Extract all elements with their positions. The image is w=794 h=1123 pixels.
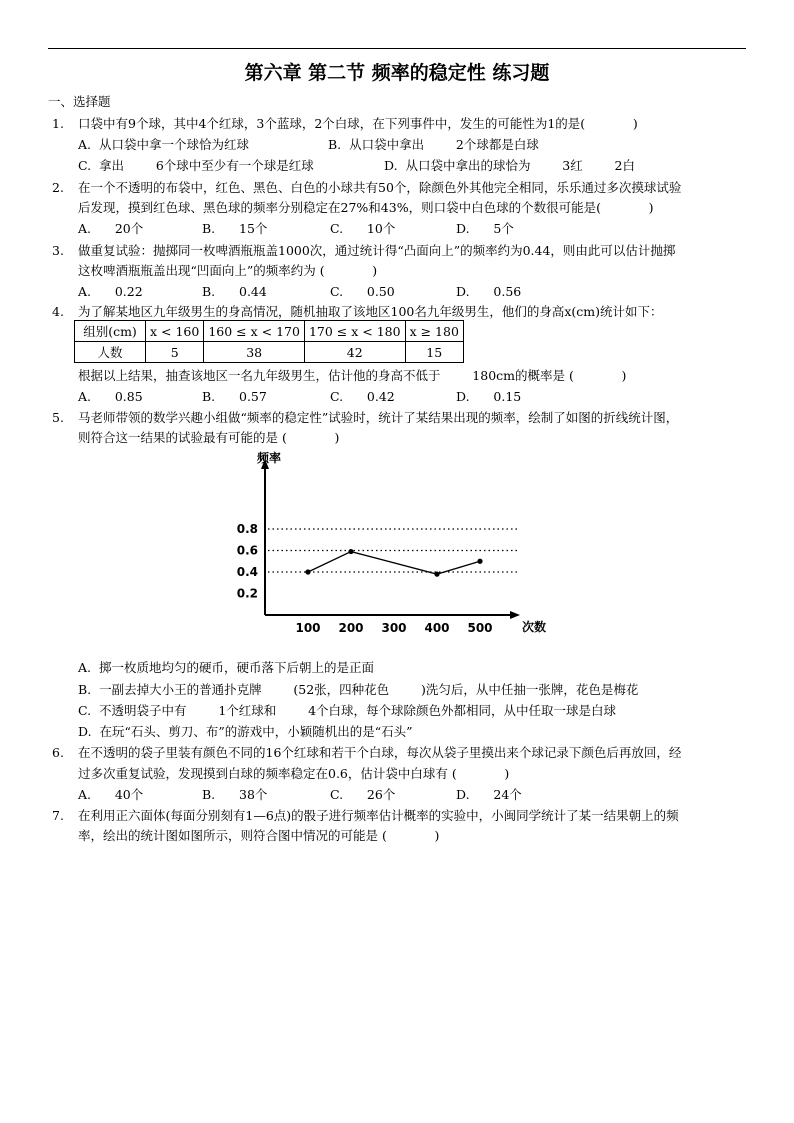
chart-gridlines: [268, 529, 520, 572]
table-header-cell: x ≥ 180: [405, 321, 463, 342]
table-header-cell: 组别(cm): [75, 321, 146, 342]
q2-option-b: B. 15个: [202, 221, 268, 236]
data-point: [434, 572, 439, 577]
chart-axes: [261, 459, 520, 619]
q6-option-c: C. 26个: [330, 787, 396, 802]
data-point: [348, 549, 353, 554]
q3-option-c: C. 0.50: [330, 284, 395, 299]
x-tick-label: 300: [381, 621, 407, 635]
x-axis-arrow: [510, 611, 520, 619]
y-tick-label: 0.4: [236, 565, 258, 579]
q4-option-a: A. 0.85: [78, 389, 143, 404]
q2-number: 2.: [52, 180, 64, 195]
series-line: [308, 552, 480, 575]
q3-stem-line2: 这枚啤酒瓶瓶盖出现“凹面向上”的频率约为 ( ): [78, 263, 378, 278]
q5-option-c: C. 不透明袋子中有 1个红球和 4个白球，每个球除颜色外都相同，从中任取一球是白球: [78, 703, 617, 718]
q3-option-a: A. 0.22: [78, 284, 143, 299]
table-header-cell: 170 ≤ x < 180: [304, 321, 405, 342]
q5-stem-line1: 马老师带领的数学兴趣小组做“频率的稳定性”试验时，统计了某结果出现的频率，绘制了如图的折线统计图，: [78, 410, 679, 425]
q1-option-c: C. 拿出 6个球中至少有一个球是红球: [78, 158, 314, 173]
table-cell: 人数: [75, 342, 146, 363]
q1-option-d: D. 从口袋中拿出的球恰为 3红 2白: [384, 158, 635, 173]
x-tick-label: 100: [295, 621, 321, 635]
data-point: [477, 559, 482, 564]
table-cell: 38: [204, 342, 305, 363]
q4-number: 4.: [52, 304, 64, 319]
table-header-cell: x < 160: [146, 321, 204, 342]
q2-option-d: D. 5个: [456, 221, 514, 236]
q3-number: 3.: [52, 243, 64, 258]
q6-stem-line2: 过多次重复试验，发现摸到白球的频率稳定在0.6，估计袋中白球有 ( ): [78, 766, 510, 781]
table-cell: 42: [304, 342, 405, 363]
q2-stem-line1: 在一个不透明的布袋中，红色、黑色、白色的小球共有50个，除颜色外其他完全相同，乐乐通过多次摸球试验: [78, 180, 682, 195]
q4-followup: 根据以上结果，抽查该地区一名九年级男生，估计他的身高不低于 180cm的概率是 ( ): [78, 368, 627, 383]
x-tick-label: 400: [424, 621, 450, 635]
header-rule: [48, 48, 746, 49]
q6-stem-line1: 在不透明的袋子里装有颜色不同的16个红球和若干个白球，每次从袋子里摸出来个球记录下颜色后再放回，经: [78, 745, 682, 760]
q2-option-a: A. 20个: [78, 221, 144, 236]
x-tick-label: 200: [338, 621, 364, 635]
q4-option-d: D. 0.15: [456, 389, 522, 404]
table-cell: 5: [146, 342, 204, 363]
y-tick-labels: [237, 522, 258, 601]
q3-option-b: B. 0.44: [202, 284, 267, 299]
x-tick-label: 500: [467, 621, 493, 635]
q3-stem-line1: 做重复试验：抛掷同一枚啤酒瓶瓶盖1000次，通过统计得“凸面向上”的频率约为0.44，则由此可以估计抛掷: [78, 243, 676, 258]
q2-option-c: C. 10个: [330, 221, 396, 236]
table-header-row: [75, 321, 464, 342]
q5-number: 5.: [52, 410, 64, 425]
x-axis-label: 次数: [522, 620, 547, 634]
q2-stem-line2: 后发现，摸到红色球、黑色球的频率分别稳定在27%和43%，则口袋中白色球的个数很可能是( ): [78, 200, 654, 215]
table-row: [75, 342, 464, 363]
q7-number: 7.: [52, 808, 64, 823]
data-point: [305, 569, 310, 574]
q1-option-a: A. 从口袋中拿一个球恰为红球: [78, 137, 249, 152]
q1-number: 1.: [52, 116, 64, 131]
q6-option-d: D. 24个: [456, 787, 522, 802]
q4-stem: 为了解某地区九年级男生的身高情况，随机抽取了该地区100名九年级男生，他们的身高x(cm)统计如下：: [78, 304, 663, 319]
table-cell: 15: [405, 342, 463, 363]
q4-option-c: C. 0.42: [330, 389, 395, 404]
x-tick-labels: [295, 621, 492, 635]
height-table: [74, 320, 464, 363]
q4-option-b: B. 0.57: [202, 389, 267, 404]
q7-stem-line1: 在利用正六面体(每面分别刻有1—6点)的骰子进行频率估计概率的实验中，小闽同学统计了某一结果朝上的频: [78, 808, 679, 823]
q6-option-b: B. 38个: [202, 787, 268, 802]
y-tick-label: 0.6: [236, 543, 258, 558]
section-heading: 一、选择题: [48, 94, 111, 109]
q5-option-a: A. 掷一枚质地均匀的硬币，硬币落下后朝上的是正面: [78, 660, 374, 675]
q5-option-d: D. 在玩“石头、剪刀、布”的游戏中，小颖随机出的是“石头”: [78, 724, 413, 739]
q5-option-b: B. 一副去掉大小王的普通扑克牌 (52张，四种花色 )洗匀后，从中任抽一张牌，花色是梅花: [78, 682, 639, 697]
q7-stem-line2: 率，绘出的统计图如图所示，则符合图中情况的可能是 ( ): [78, 828, 440, 843]
q1-stem: 口袋中有9个球，其中4个红球，3个蓝球，2个白球，在下列事件中，发生的可能性为1的是( ): [78, 116, 638, 131]
table-header-cell: 160 ≤ x < 170: [204, 321, 305, 342]
y-tick-label: 0.8: [236, 522, 258, 536]
y-axis-label: 频率: [257, 451, 282, 465]
y-tick-label: 0.2: [236, 586, 258, 601]
q6-option-a: A. 40个: [78, 787, 144, 802]
q6-number: 6.: [52, 745, 64, 760]
page-title: 第六章 第二节 频率的稳定性 练习题: [244, 62, 550, 84]
q1-option-b: B. 从口袋中拿出 2个球都是白球: [328, 137, 539, 152]
frequency-line-chart: [230, 445, 560, 645]
q5-stem-line2: 则符合这一结果的试验最有可能的是 ( ): [78, 430, 340, 445]
q3-option-d: D. 0.56: [456, 284, 522, 299]
